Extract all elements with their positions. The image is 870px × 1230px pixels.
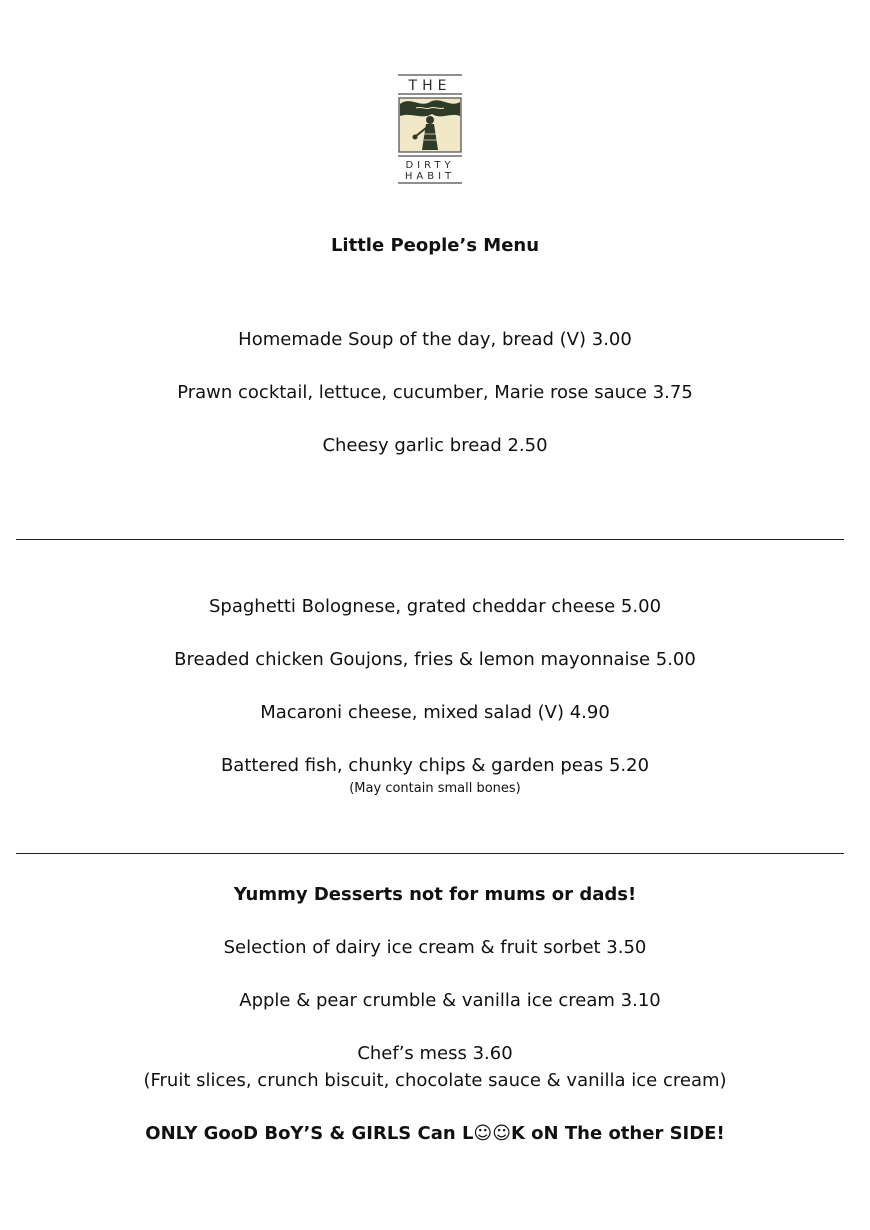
logo-graphic — [396, 74, 464, 184]
menu-title: Little People’s Menu — [330, 235, 540, 256]
main-item: Macaroni cheese, mixed salad (V) 4.90 — [260, 702, 610, 723]
main-item: Breaded chicken Goujons, fries & lemon mayonnaise 5.00 — [174, 649, 696, 670]
starter-item: Prawn cocktail, lettuce, cucumber, Marie rose sauce 3.75 — [177, 382, 693, 403]
starter-item: Cheesy garlic bread 2.50 — [322, 435, 548, 456]
main-item: Battered fish, chunky chips & garden peas 5.20 — [220, 755, 650, 776]
logo-text-dirty: DIRTY — [405, 160, 455, 171]
section-divider — [16, 539, 844, 540]
desserts-heading: Yummy Desserts not for mums or dads! — [233, 884, 637, 905]
chefs-mess-note: (Fruit slices, crunch biscuit, chocolate sauce & vanilla ice cream) — [143, 1070, 727, 1091]
main-item: Spaghetti Bolognese, grated cheddar cheese 5.00 — [208, 596, 662, 617]
section-divider — [16, 853, 844, 854]
fish-bones-note: (May contain small bones) — [349, 781, 521, 796]
logo-text-habit: HABIT — [404, 171, 456, 182]
dessert-item: Chef’s mess 3.60 — [357, 1043, 513, 1064]
dessert-item: Apple & pear crumble & vanilla ice cream 3.10 — [239, 990, 661, 1011]
logo-text-the: THE — [408, 78, 452, 94]
restaurant-logo — [396, 74, 464, 184]
starter-item: Homemade Soup of the day, bread (V) 3.00 — [238, 329, 632, 350]
dessert-item: Selection of dairy ice cream & fruit sorbet 3.50 — [223, 937, 647, 958]
footer-message: ONLY GooD BoY’S & GIRLS Can L☺☺K oN The other SIDE! — [145, 1123, 725, 1144]
